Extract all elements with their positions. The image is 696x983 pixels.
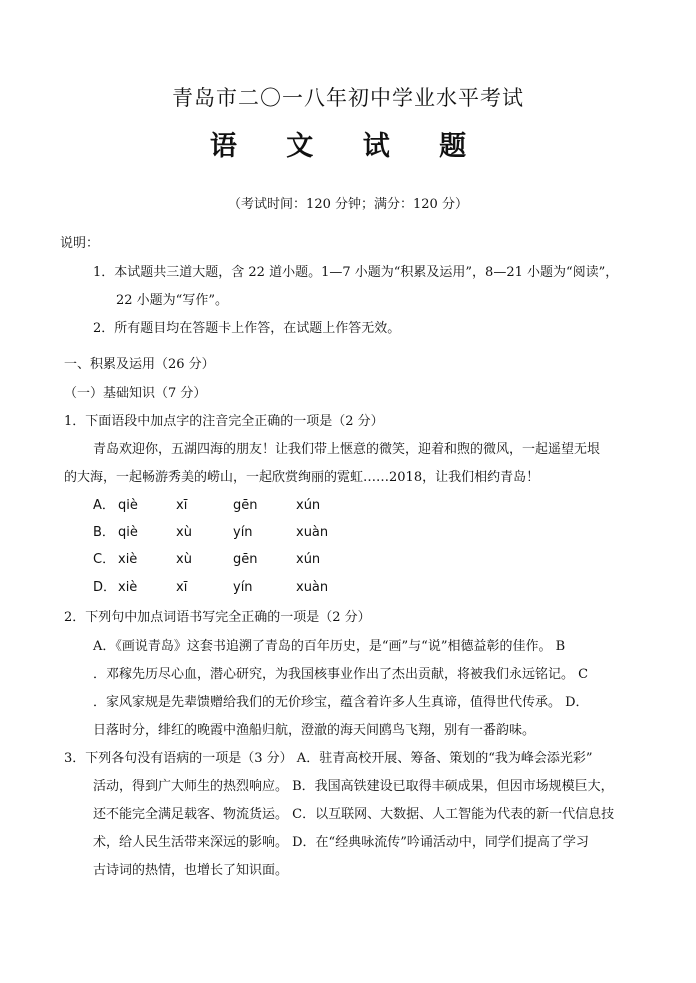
q2-text-line: 日落时分，绯红的晚霞中渔船归航，澄澈的海天间鸥鸟飞翔，别有一番韵味。 <box>93 723 536 738</box>
section-heading: 一、积累及运用（26 分） <box>64 357 215 372</box>
pinyin: yín <box>233 525 253 540</box>
pinyin: qiè <box>118 498 138 513</box>
pinyin: gēn <box>233 552 258 567</box>
sub-section-heading: （一）基础知识（7 分） <box>64 386 207 401</box>
option-letter: A． <box>93 498 115 513</box>
q3-text-line: 还不能完全满足载客、物流货运。 C．以互联网、大数据、人工智能为代表的新一代信息技 <box>93 807 615 822</box>
instructions-label: 说明： <box>60 236 100 251</box>
q2-text-line: ．邓稼先历尽心血，潜心研究，为我国核事业作出了杰出贡献，将被我们永远铭记。 C <box>93 667 589 682</box>
q1-stem: 1．下面语段中加点字的注音完全正确的一项是（2 分） <box>64 414 384 429</box>
pinyin: xī <box>176 498 188 513</box>
q1-paragraph-line: 的大海，一起畅游秀美的崂山，一起欣赏绚丽的霓虹……2018，让我们相约青岛！ <box>64 470 540 485</box>
q3-text-line: 术，给人民生活带来深远的影响。 D．在“经典咏流传”吟诵活动中，同学们提高了学习 <box>93 835 589 850</box>
exam-info: （考试时间：120 分钟；满分：120 分） <box>228 197 468 212</box>
pinyin: xī <box>176 580 188 595</box>
pinyin: xuàn <box>296 525 329 540</box>
pinyin: gēn <box>233 498 258 513</box>
instruction-item-2: 2．所有题目均在答题卡上作答，在试题上作答无效。 <box>93 321 401 336</box>
option-letter: D． <box>93 580 117 595</box>
pinyin: xuàn <box>296 580 329 595</box>
pinyin: xiè <box>118 580 138 595</box>
pinyin: xún <box>296 498 321 513</box>
pinyin: xù <box>176 525 192 540</box>
pinyin: xún <box>296 552 321 567</box>
pinyin: xiè <box>118 552 138 567</box>
instruction-item-1-cont: 22 小题为“写作”。 <box>116 293 228 308</box>
pinyin: xù <box>176 552 192 567</box>
pinyin: yín <box>233 580 253 595</box>
option-letter: B． <box>93 525 115 540</box>
q2-stem: 2．下列句中加点词语书写完全正确的一项是（2 分） <box>64 610 371 625</box>
q1-paragraph-line: 青岛欢迎你，五湖四海的朋友！让我们带上惬意的微笑，迎着和煦的微风，一起遥望无垠 <box>93 442 601 457</box>
instruction-item-1: 1．本试题共三道大题，含 22 道小题。1—7 小题为“积累及运用”，8—21 小题为“阅读”， <box>93 265 619 280</box>
q3-text-line: 3．下列各句没有语病的一项是（3 分） A．驻青高校开展、筹备、策划的“我为峰会添光彩” <box>64 751 593 766</box>
subject-title: 语 文 试 题 <box>209 131 487 162</box>
option-letter: C． <box>93 552 116 567</box>
q3-text-line: 活动，得到广大师生的热烈响应。 B．我国高铁建设已取得丰硕成果，但因市场规模巨大， <box>93 779 614 794</box>
q2-text-line: A．《画说青岛》这套书追溯了青岛的百年历史，是“画”与“说”相德益彰的佳作。 B <box>93 639 566 654</box>
q2-text-line: ．家风家规是先辈馈赠给我们的无价珍宝，蕴含着许多人生真谛，值得世代传承。 D． <box>93 695 589 710</box>
exam-title: 青岛市二〇一八年初中学业水平考试 <box>172 86 524 110</box>
pinyin: qiè <box>118 525 138 540</box>
q3-text-line: 古诗词的热情，也增长了知识面。 <box>93 863 289 878</box>
